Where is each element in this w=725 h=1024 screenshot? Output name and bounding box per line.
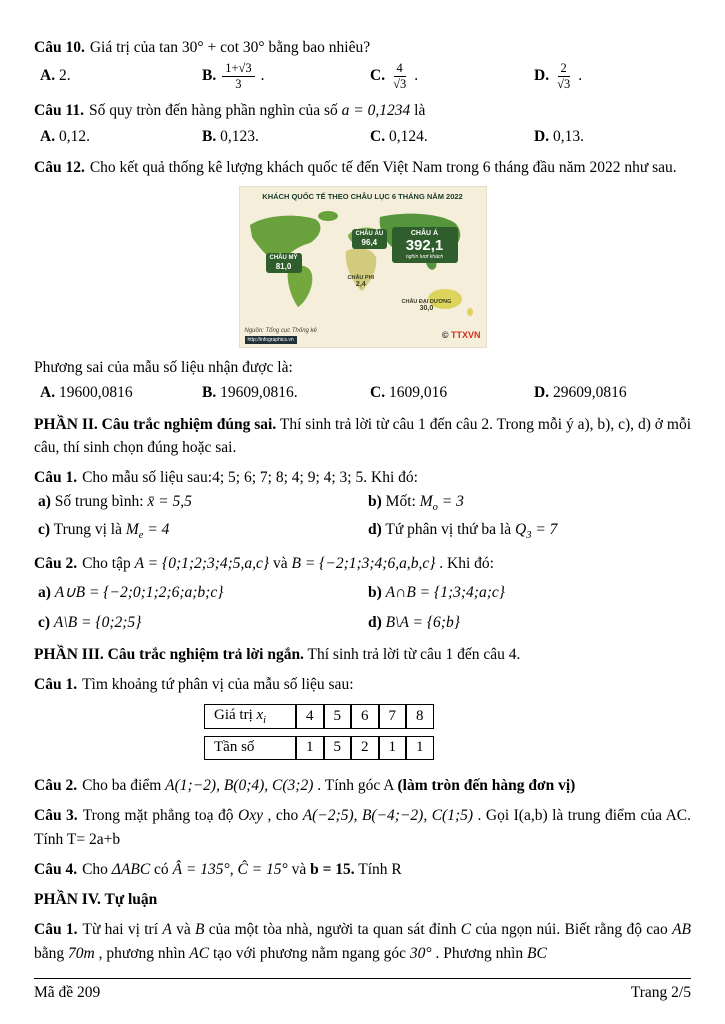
- option-label: B.: [202, 67, 217, 85]
- statement-d: d) Tứ phân vị thứ ba là $Q_3 = 7$: [368, 521, 558, 542]
- tourism-infographic: [239, 186, 487, 348]
- option-d: [534, 125, 691, 150]
- option-label: C.: [370, 383, 386, 401]
- statement-b: b) A∩B = {1;3;4;a;c}: [368, 583, 505, 601]
- part3-heading-text: PHẦN III. Câu trắc nghiệm trả lời ngắn. Thí sinh trả lời từ câu 1 đến câu 4.: [34, 646, 521, 664]
- option-b: [202, 125, 370, 150]
- table-cell: 5: [324, 704, 352, 730]
- region-name: CHÂU PHI: [347, 274, 375, 281]
- option-value: 19609,0816.: [220, 383, 298, 401]
- table-cell: 6: [351, 704, 379, 730]
- region-value: 81,0: [275, 261, 292, 271]
- statement-b: b) Mốt: $M_o = 3$: [368, 493, 464, 514]
- part2-question-2: [34, 552, 691, 636]
- option-label: D.: [534, 383, 550, 401]
- option-suffix: .: [578, 67, 583, 85]
- header-label: Giá trị $x_i$: [204, 704, 296, 730]
- part2-question-1: [34, 466, 691, 545]
- question-10-options: [34, 61, 691, 92]
- table-cell: 1: [406, 736, 434, 760]
- table-row: [204, 736, 434, 760]
- greenland-shape: [318, 211, 338, 221]
- statement-c: c) Trung vị là $M_e = 4$: [38, 521, 170, 542]
- numerator: 4: [394, 61, 406, 77]
- part2-question-1-text: Câu 1. Cho mẫu số liệu sau:4; 5; 6; 7; 8; 4; 9; 4; 3; 5. Khi đó:: [34, 469, 418, 487]
- question-10-text: Câu 10. Giá trị của tan 30° + cot 30° bằng bao nhiêu?: [34, 39, 371, 56]
- part3-heading: [34, 643, 691, 666]
- agency-name: TTXVN: [450, 329, 481, 340]
- statements-cd: [34, 518, 691, 545]
- question-11-options: [34, 125, 691, 150]
- part2-heading: [34, 413, 691, 460]
- option-value: 0,123.: [220, 127, 259, 145]
- region-value: 96,4: [361, 237, 378, 247]
- region-name: CHÂU ÂU: [355, 230, 384, 237]
- exam-code: Mã đề 209: [34, 984, 101, 1001]
- infographic-url: http://infographics.vn: [245, 336, 297, 344]
- statements-cd: [34, 611, 691, 636]
- region-value: 2,4: [355, 281, 366, 289]
- region-value: 392,1: [405, 236, 444, 254]
- option-c: [370, 61, 534, 92]
- numerator: 1+√3: [222, 61, 254, 77]
- table-cell: 1: [379, 736, 407, 760]
- table-row: [204, 704, 434, 730]
- fraction: [555, 61, 572, 92]
- part3-question-1-text: Câu 1. Tìm khoảng tứ phân vị của mẫu số liệu sau:: [34, 676, 354, 694]
- statements-ab: [34, 581, 691, 606]
- denominator: √3: [393, 77, 407, 92]
- question-12-options: [34, 381, 691, 406]
- option-value: 29609,0816: [552, 383, 627, 401]
- option-a: [40, 125, 202, 150]
- part4-question-1: [34, 918, 691, 965]
- option-c: [370, 381, 534, 406]
- new-zealand-shape: [467, 308, 473, 316]
- region-unit: nghìn lượt khách: [405, 254, 444, 261]
- table-cell: 4: [296, 704, 324, 730]
- part2-question-2-text: Câu 2. Cho tập A = {0;1;2;3;4;5,a,c} và B = {−2;1;3;4;6,a,b,c} . Khi đó:: [34, 555, 494, 573]
- option-a: [40, 64, 202, 89]
- option-value: 2.: [58, 67, 71, 85]
- infographic-title: KHÁCH QUỐC TẾ THEO CHÂU LỤC 6 THÁNG NĂM 2022: [262, 191, 463, 201]
- option-label: A.: [40, 127, 56, 145]
- infographic-source: Nguồn: Tổng cục Thống kê: [244, 327, 317, 334]
- option-label: A.: [40, 383, 56, 401]
- news-agency-logo: [442, 330, 481, 340]
- option-label: B.: [202, 383, 217, 401]
- part4-heading-text: PHẦN IV. Tự luận: [34, 891, 158, 909]
- option-label: B.: [202, 127, 217, 145]
- option-suffix: .: [260, 67, 265, 85]
- option-label: D.: [534, 67, 550, 85]
- statement-c: c) A\B = {0;2;5}: [38, 614, 142, 632]
- copyright-symbol: ©: [441, 329, 449, 340]
- fraction: [222, 61, 254, 92]
- table-cell: 8: [406, 704, 434, 730]
- page-number: Trang 2/5: [630, 984, 691, 1001]
- page-footer: [34, 978, 691, 1002]
- statement-d: d) B\A = {6;b}: [368, 614, 460, 632]
- row-label: Tần số: [204, 736, 296, 760]
- table-cell: 5: [324, 736, 352, 760]
- option-label: C.: [370, 67, 386, 85]
- option-suffix: .: [414, 67, 419, 85]
- statement-a: a) A∪B = {−2;0;1;2;6;a;b;c}: [38, 583, 224, 601]
- option-value: 19600,0816: [58, 383, 133, 401]
- option-value: 0,124.: [388, 127, 428, 145]
- region-oceania: [402, 299, 452, 314]
- region-name: CHÂU ĐẠI DƯƠNG: [401, 298, 452, 305]
- frequency-table: [204, 697, 434, 768]
- part3-question-1: [34, 673, 691, 767]
- statement-a: a) Số trung bình: x̄ = 5,5: [38, 493, 192, 511]
- region-america: [266, 253, 302, 274]
- question-12-prompt: Phương sai của mẫu số liệu nhận được là:: [34, 358, 293, 376]
- question-11: [34, 99, 691, 149]
- denominator: √3: [557, 77, 571, 92]
- region-name: CHÂU Á: [410, 229, 439, 237]
- part3-question-2-text: Câu 2. Cho ba điểm A(1;−2), B(0;4), C(3;2) . Tính góc A (làm tròn đến hàng đơn vị): [34, 777, 576, 795]
- question-11-text: Câu 11. Số quy tròn đến hàng phần nghìn của số a = 0,1234 là: [34, 102, 426, 120]
- part3-question-2: [34, 774, 691, 797]
- table-cell: 2: [351, 736, 379, 760]
- part2-heading-text: PHẦN II. Câu trắc nghiệm đúng sai. Thí sinh trả lời từ câu 1 đến câu 2. Trong mỗi ý a), b), c), d) ở mỗi câu, thí sinh chọn đúng hoặc sai.: [34, 415, 691, 456]
- denominator: 3: [235, 77, 242, 92]
- question-12: [34, 156, 691, 405]
- statements-ab: [34, 490, 691, 517]
- fraction: [391, 61, 408, 92]
- numerator: 2: [558, 61, 570, 77]
- option-c: [370, 125, 534, 150]
- option-b: [202, 381, 370, 406]
- region-asia: [392, 227, 458, 264]
- table-cell: 1: [296, 736, 324, 760]
- option-a: [40, 381, 202, 406]
- option-b: [202, 61, 370, 92]
- part3-question-4: [34, 858, 691, 881]
- option-value: 0,13.: [552, 127, 584, 145]
- part4-heading: [34, 888, 691, 911]
- option-value: 0,12.: [58, 127, 90, 145]
- question-10: [34, 36, 691, 92]
- table-cell: 7: [379, 704, 407, 730]
- option-value: 1609,016: [388, 383, 448, 401]
- region-africa: [348, 275, 375, 290]
- question-12-text: Câu 12. Cho kết quả thống kê lượng khách quốc tế đến Việt Nam trong 6 tháng đầu năm 2022 như sau.: [34, 159, 677, 177]
- option-label: D.: [534, 127, 550, 145]
- region-name: CHÂU MỸ: [269, 254, 298, 261]
- part3-question-3-text: Câu 3. Trong mặt phẳng toạ độ Oxy , cho A(−2;5), B(−4;−2), C(1;5) . Gọi I(a,b) là trung điểm của AC. Tính T= 2a+b: [34, 807, 691, 848]
- option-label: A.: [40, 67, 56, 85]
- region-value: 30,0: [419, 305, 434, 313]
- option-d: [534, 381, 691, 406]
- region-europe: [352, 229, 388, 250]
- part3-question-3: [34, 804, 691, 851]
- part4-question-1-text: Câu 1. Từ hai vị trí A và B của một tòa nhà, người ta quan sát đỉnh C của ngọn núi. Biết rằng độ cao AB bằng 70m , phương nhìn AC tạo với phương nằm ngang góc 30° . Phương nhìn BC: [34, 921, 692, 962]
- option-label: C.: [370, 127, 386, 145]
- option-d: [534, 61, 691, 92]
- part3-question-4-text: Câu 4. Cho ΔABC có Â = 135°, Ĉ = 15° và b = 15. Tính R: [34, 860, 402, 878]
